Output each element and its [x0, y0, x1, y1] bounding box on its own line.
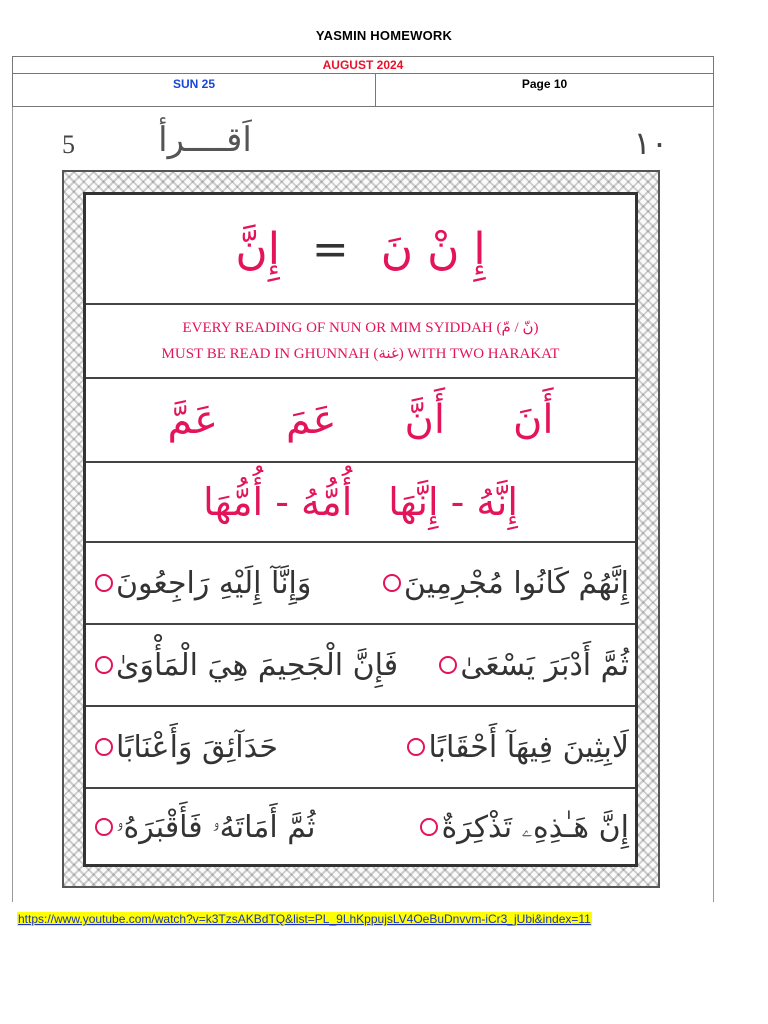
example-pair: أُمُّهُ - أُمُّهَا: [203, 480, 353, 524]
equation-right: إِنَّ: [235, 223, 280, 275]
verse-row: [86, 789, 635, 865]
verse-text: لَابِثِينَ فِيهَآ أَحْقَابًا: [428, 729, 629, 765]
verse-text: إِنَّ هَـٰذِهِۦ تَذْكِرَةٌ: [441, 809, 629, 845]
equation-left: إِ نْ نَ: [380, 223, 486, 275]
header-table: [12, 56, 714, 107]
document-title: YASMIN HOMEWORK: [315, 28, 453, 43]
verse-end-circle-icon: [95, 574, 113, 592]
examples-row-2: [86, 463, 635, 543]
verse-text: حَدَآئِقَ وَأَعْنَابًا: [116, 729, 278, 765]
example-pair: إِنَّهُ - إِنَّهَا: [388, 480, 518, 524]
equals-sign: =: [311, 223, 349, 275]
verse-row: [86, 625, 635, 707]
example-word: أَنَ: [513, 397, 554, 443]
verse-text: ثُمَّ أَمَاتَهُۥ فَأَقْبَرَهُۥ: [116, 809, 316, 845]
page-label: Page 10: [521, 77, 568, 91]
book-page-number: ١٠: [633, 124, 668, 162]
rule-row: [86, 305, 635, 379]
example-word: أَنَّ: [404, 397, 445, 443]
verse-end-circle-icon: [95, 656, 113, 674]
rule-line-1: EVERY READING OF NUN OR MIM SYIDDAH (نّ / مّ): [182, 320, 539, 336]
lesson-panel: [83, 192, 638, 867]
example-word: عَمَّ: [167, 397, 218, 443]
verse-end-circle-icon: [95, 738, 113, 756]
verse-text: فَإِنَّ الْجَحِيمَ هِيَ الْمَأْوَىٰ: [116, 647, 399, 683]
equation-row: [86, 195, 635, 305]
example-word: عَمَ: [286, 397, 337, 443]
verse-end-circle-icon: [420, 818, 438, 836]
month-label: AUGUST 2024: [13, 57, 713, 74]
book-title: اَقــــرأ: [158, 120, 252, 160]
verse-end-circle-icon: [407, 738, 425, 756]
verse-text: ثُمَّ أَدْبَرَ يَسْعَىٰ: [460, 647, 629, 683]
verse-row: [86, 707, 635, 789]
youtube-link[interactable]: https://www.youtube.com/watch?v=k3TzsAKBdTQ&list=PL_9LhKppujsLV4OeBuDnvvm-iCr3_jUbi&index=11: [18, 912, 591, 926]
book-lesson-number: 5: [62, 130, 75, 159]
rule-line-2: MUST BE READ IN GHUNNAH (غنة) WITH TWO HARAKAT: [161, 346, 560, 362]
verse-text: وَإِنَّآ إِلَيْهِ رَاجِعُونَ: [116, 565, 312, 601]
day-label: SUN 25: [13, 74, 376, 107]
examples-row-1: [86, 379, 635, 463]
verse-end-circle-icon: [95, 818, 113, 836]
verse-row: [86, 543, 635, 625]
verse-end-circle-icon: [383, 574, 401, 592]
verse-text: إِنَّهُمْ كَانُوا مُجْرِمِينَ: [403, 565, 629, 601]
verse-end-circle-icon: [439, 656, 457, 674]
